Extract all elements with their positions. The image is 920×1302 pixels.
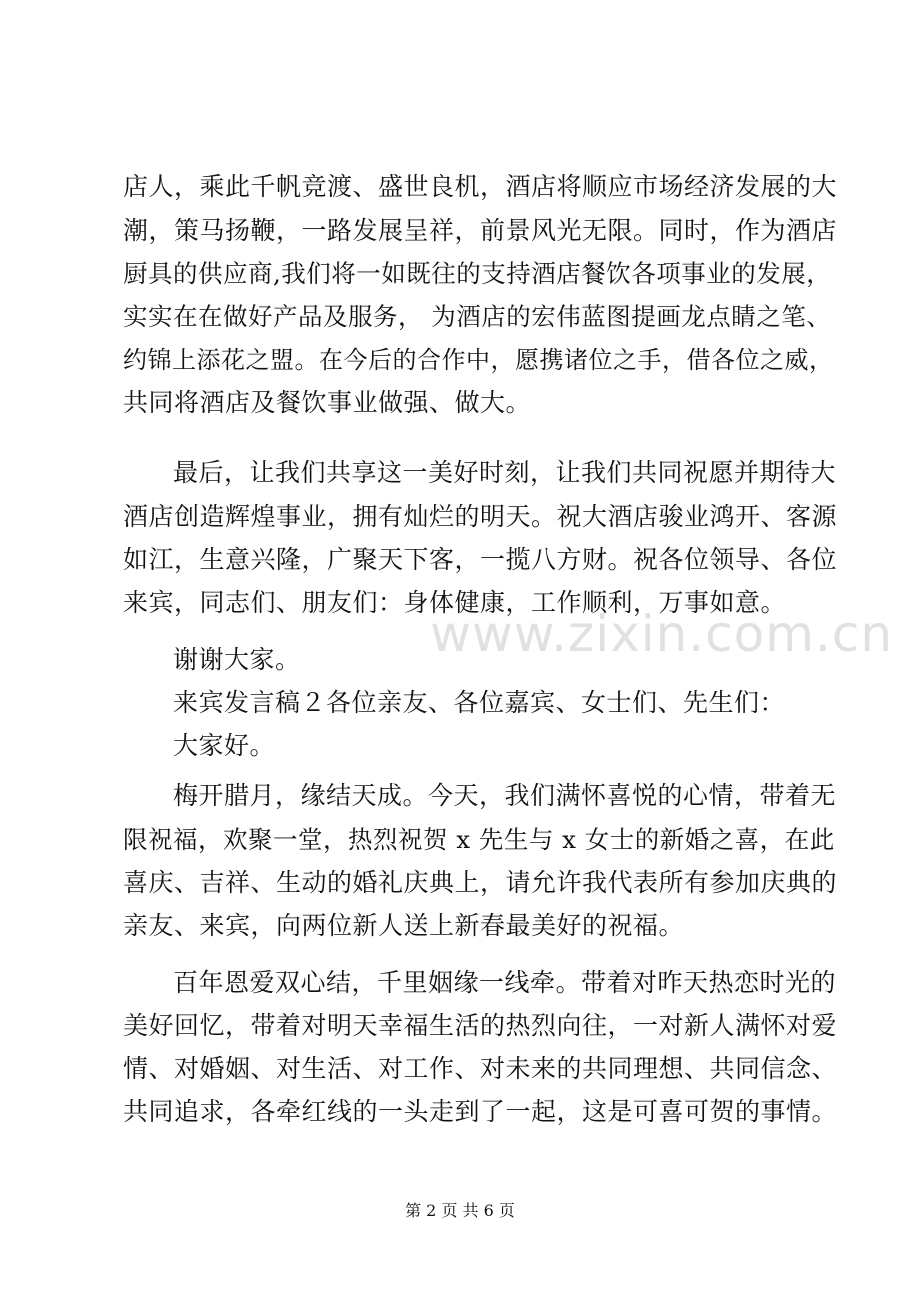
text-line: 店人，乘此千帆竞渡、盛世良机，酒店将顺应市场经济发展的大	[123, 172, 838, 201]
text-line: 实实在在做好产品及服务， 为酒店的宏伟蓝图提画龙点睛之笔、	[123, 302, 832, 331]
text-line: 喜庆、吉祥、生动的婚礼庆典上，请允许我代表所有参加庆典的	[123, 868, 838, 897]
text-line: 如江，生意兴隆，广聚天下客，一揽八方财。祝各位领导、各位	[123, 545, 838, 574]
text-line: 梅开腊月，缘结天成。今天，我们满怀喜悦的心情，带着无	[173, 781, 837, 810]
text-line: 情、对婚姻、对生活、对工作、对未来的共同理想、共同信念、	[123, 1054, 838, 1083]
page-footer: 第 2 页 共 6 页	[405, 1201, 515, 1220]
text-line: 共同将酒店及餐饮事业做强、做大。	[123, 388, 532, 417]
text-line: 约锦上添花之盟。在今后的合作中，愿携诸位之手，借各位之威，	[123, 346, 834, 374]
text-line: 百年恩爱双心结，千里姻缘一线牵。带着对昨天热恋时光的	[173, 968, 837, 997]
text-line: 潮，策马扬鞭，一路发展呈祥，前景风光无限。同时，作为酒店	[123, 216, 838, 245]
text-line: 来宾，同志们、朋友们：身体健康，工作顺利，万事如意。	[123, 588, 787, 617]
text-line: 厨具的供应商,我们将一如既往的支持酒店餐饮各项事业的发展，	[123, 259, 832, 288]
text-line: 谢谢大家。	[173, 645, 301, 674]
text-line: 大家好。	[173, 731, 276, 760]
text-line: 酒店创造辉煌事业，拥有灿烂的明天。祝大酒店骏业鸿开、客源	[123, 502, 838, 531]
text-line: 来宾发言稿２各位亲友、各位嘉宾、女士们、先生们：	[173, 688, 786, 717]
text-line: 共同追求，各牵红线的一头走到了一起，这是可喜可贺的事情。	[123, 1097, 838, 1126]
text-line: 美好回忆，带着对明天幸福生活的热烈向往，一对新人满怀对爱	[123, 1011, 838, 1040]
text-line: 限祝福，欢聚一堂，热烈祝贺 x 先生与 x 女士的新婚之喜，在此	[123, 825, 835, 854]
text-line: 亲友、来宾，向两位新人送上新春最美好的祝福。	[123, 911, 685, 940]
text-line: 最后，让我们共享这一美好时刻，让我们共同祝愿并期待大	[173, 458, 837, 487]
watermark: www.zixin.com.cn	[430, 605, 894, 663]
